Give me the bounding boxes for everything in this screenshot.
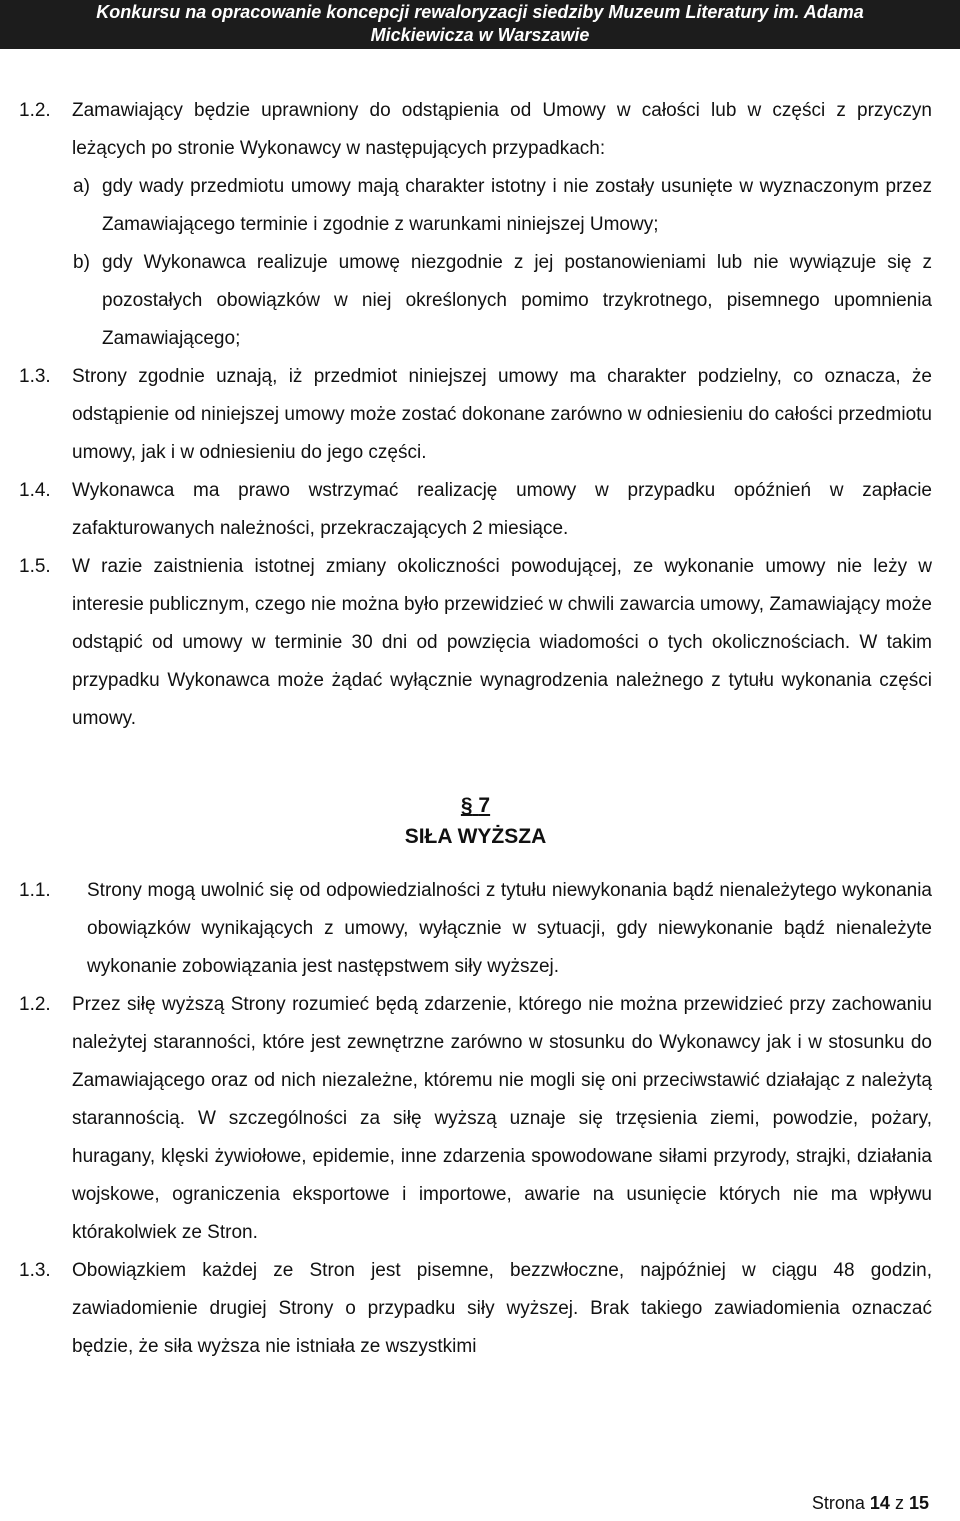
clause-number: 1.2. xyxy=(19,100,51,121)
page-footer xyxy=(812,1493,929,1514)
header-title-line-1: Konkursu na opracowanie koncepcji rewaloryzacji siedziby Muzeum Literatury im. Adama xyxy=(96,2,864,22)
subclause-text: gdy Wykonawca realizuje umowę niezgodnie z jej postanowieniami lub nie wywiązuje się z pozostałych obowiązków w niej określonych pomimo trzykrotnego, pisemnego upomnienia Zamawiającego; xyxy=(102,252,932,349)
clause-1-3 xyxy=(19,358,932,472)
clause-1-2 xyxy=(19,92,932,168)
clause-7-1-1 xyxy=(19,872,932,986)
clause-7-1-3 xyxy=(19,1252,932,1366)
page-separator: z xyxy=(894,1493,904,1513)
clause-text: W razie zaistnienia istotnej zmiany okoliczności powodującej, ze wykonanie umowy nie leży w interesie publicznym, czego nie można było przewidzieć w chwili zawarcia umowy, Zamawiający może odstąpić od umowy w terminie 30 dni od powzięcia wiadomości o tych okolicznościach. W takim przypadku Wykonawca może żądać wyłącznie wynagrodzenia należnego z tytułu wykonania części umowy. xyxy=(72,556,932,729)
subclause-text: gdy wady przedmiotu umowy mają charakter istotny i nie zostały usunięte w wyznaczonym przez Zamawiającego terminie i zgodnie z warunkami niniejszej Umowy; xyxy=(102,176,932,235)
clause-text: Strony mogą uwolnić się od odpowiedzialności z tytułu niewykonania bądź nienależytego wykonania obowiązków wynikających z umowy, wyłącznie w sytuacji, gdy niewykonanie bądź nienależyte wykonanie zobowiązania jest następstwem siły wyższej. xyxy=(87,880,932,977)
clause-number: 1.4. xyxy=(19,480,51,501)
clause-text: Strony zgodnie uznają, iż przedmiot niniejszej umowy ma charakter podzielny, co oznacza, że odstąpienie od niniejszej umowy może zostać dokonane zarówno w odniesieniu do całości przedmiotu umowy, jak i w odniesieniu do jego części. xyxy=(72,366,932,463)
clause-1-5 xyxy=(19,548,932,738)
subclause-b xyxy=(19,244,932,358)
subclause-a xyxy=(19,168,932,244)
section-heading xyxy=(19,790,932,852)
clause-number: 1.5. xyxy=(19,556,51,577)
clause-text: Zamawiający będzie uprawniony do odstąpienia od Umowy w całości lub w części z przyczyn leżących po stronie Wykonawcy w następujących przypadkach: xyxy=(72,100,932,159)
document-body xyxy=(19,92,932,1366)
clause-text: Wykonawca ma prawo wstrzymać realizację umowy w przypadku opóźnień w zapłacie zafakturowanych należności, przekraczających 2 miesiące. xyxy=(72,480,932,539)
subclause-label: b) xyxy=(73,252,90,273)
document-header xyxy=(0,0,960,49)
subclause-label: a) xyxy=(73,176,90,197)
clause-number: 1.3. xyxy=(19,1260,51,1281)
section-number-value: 7 xyxy=(478,794,491,817)
clause-number: 1.1. xyxy=(19,880,51,901)
section-number xyxy=(19,790,932,821)
page-label: Strona xyxy=(811,1493,865,1513)
clause-text: Przez siłę wyższą Strony rozumieć będą zdarzenie, którego nie można przewidzieć przy zachowaniu należytej staranności, które jest zewnętrzne zarówno w stosunku do Wykonawcy jak i w stosunku do Zamawiającego oraz od nich niezależne, któremu nie mogli się oni przeciwstawić działając z należytą starannością. W szczególności za siłę wyższą uznaje się trzęsienia ziemi, powodzie, pożary, huragany, klęski żywiołowe, epidemie, inne zdarzenia spowodowane siłami przyrody, strajki, działania wojskowe, ograniczenia eksportowe i importowe, awarie na usunięcie których nie ma wpływu którakolwiek ze Stron. xyxy=(72,994,932,1243)
clause-1-4 xyxy=(19,472,932,548)
section-symbol: § xyxy=(460,794,473,817)
clause-number: 1.2. xyxy=(19,994,51,1015)
page-number: 14 xyxy=(869,1493,890,1513)
header-title-line-2: Mickiewicza w Warszawie xyxy=(370,25,590,45)
clause-text: Obowiązkiem każdej ze Stron jest pisemne, bezzwłoczne, najpóźniej w ciągu 48 godzin, zawiadomienie drugiej Strony o przypadku siły wyższej. Brak takiego zawiadomienia oznaczać będzie, że siła wyższa nie istniała ze wszystkimi xyxy=(72,1260,932,1357)
page-total: 15 xyxy=(908,1493,929,1513)
section-title: SIŁA WYŻSZA xyxy=(404,825,547,848)
clause-7-1-2 xyxy=(19,986,932,1252)
clause-number: 1.3. xyxy=(19,366,51,387)
